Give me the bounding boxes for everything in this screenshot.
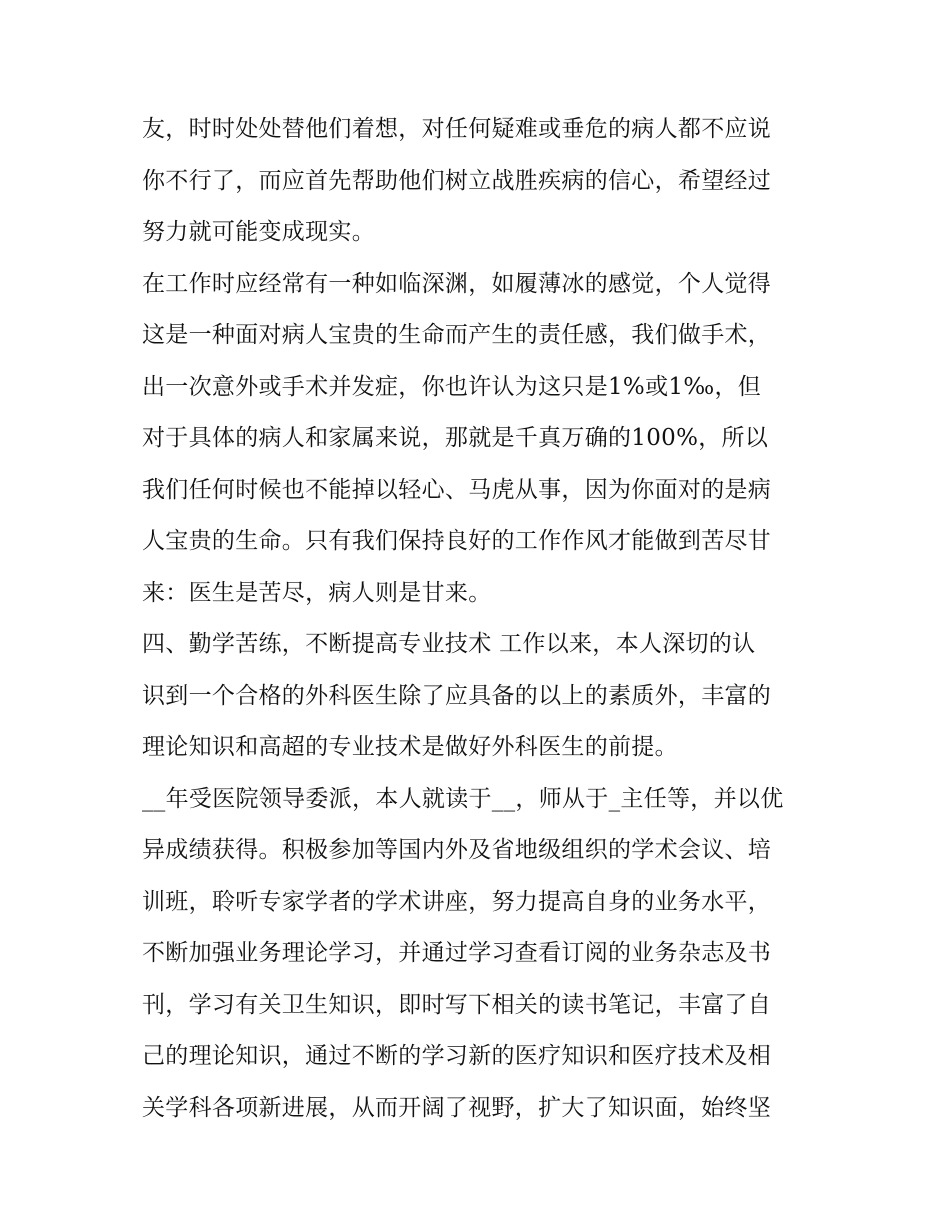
text-line: 己的理论知识，通过不断的学习新的医疗知识和医疗技术及相 [142, 1043, 772, 1069]
body-text [142, 104, 822, 1134]
text-line: 来：医生是苦尽，病人则是甘来。 [142, 579, 492, 606]
text-line: 异成绩获得。积极参加等国内外及省地级组织的学术会议、培 [142, 837, 772, 863]
text-line: 不断加强业务理论学习，并通过学习查看订阅的业务杂志及书 [142, 940, 772, 966]
section-heading-line: 四、勤学苦练，不断提高专业技术 工作以来，本人深切的认 [142, 631, 756, 657]
text-line: 对于具体的病人和家属来说，那就是千真万确的100%，所以 [142, 425, 769, 451]
text-line: 刊，学习有关卫生知识，即时写下相关的读书笔记，丰富了自 [142, 991, 772, 1018]
text-line: 出一次意外或手术并发症，你也许认为这只是1%或1‰，但 [142, 373, 762, 400]
text-line: 努力就可能变成现实。 [142, 219, 375, 245]
text-line: __年受医院领导委派，本人就读于__，师从于_主任等，并以优 [142, 785, 784, 812]
text-line: 你不行了，而应首先帮助他们树立战胜疾病的信心，希望经过 [142, 167, 772, 194]
text-line: 在工作时应经常有一种如临深渊，如履薄冰的感觉，个人觉得 [142, 270, 772, 297]
text-line: 关学科各项新进展，从而开阔了视野，扩大了知识面，始终坚 [142, 1094, 772, 1121]
text-line: 我们任何时候也不能掉以轻心、马虎从事，因为你面对的是病 [142, 476, 772, 503]
text-line: 友，时时处处替他们着想，对任何疑难或垂危的病人都不应说 [142, 116, 772, 142]
text-line: 识到一个合格的外科医生除了应具备的以上的素质外，丰富的 [142, 682, 772, 709]
text-line: 训班，聆听专家学者的学术讲座，努力提高自身的业务水平， [142, 888, 772, 915]
text-line: 人宝贵的生命。只有我们保持良好的工作作风才能做到苦尽甘 [142, 528, 772, 554]
text-line: 理论知识和高超的专业技术是做好外科医生的前提。 [142, 734, 678, 760]
text-line: 这是一种面对病人宝贵的生命而产生的责任感，我们做手术， [142, 322, 772, 348]
